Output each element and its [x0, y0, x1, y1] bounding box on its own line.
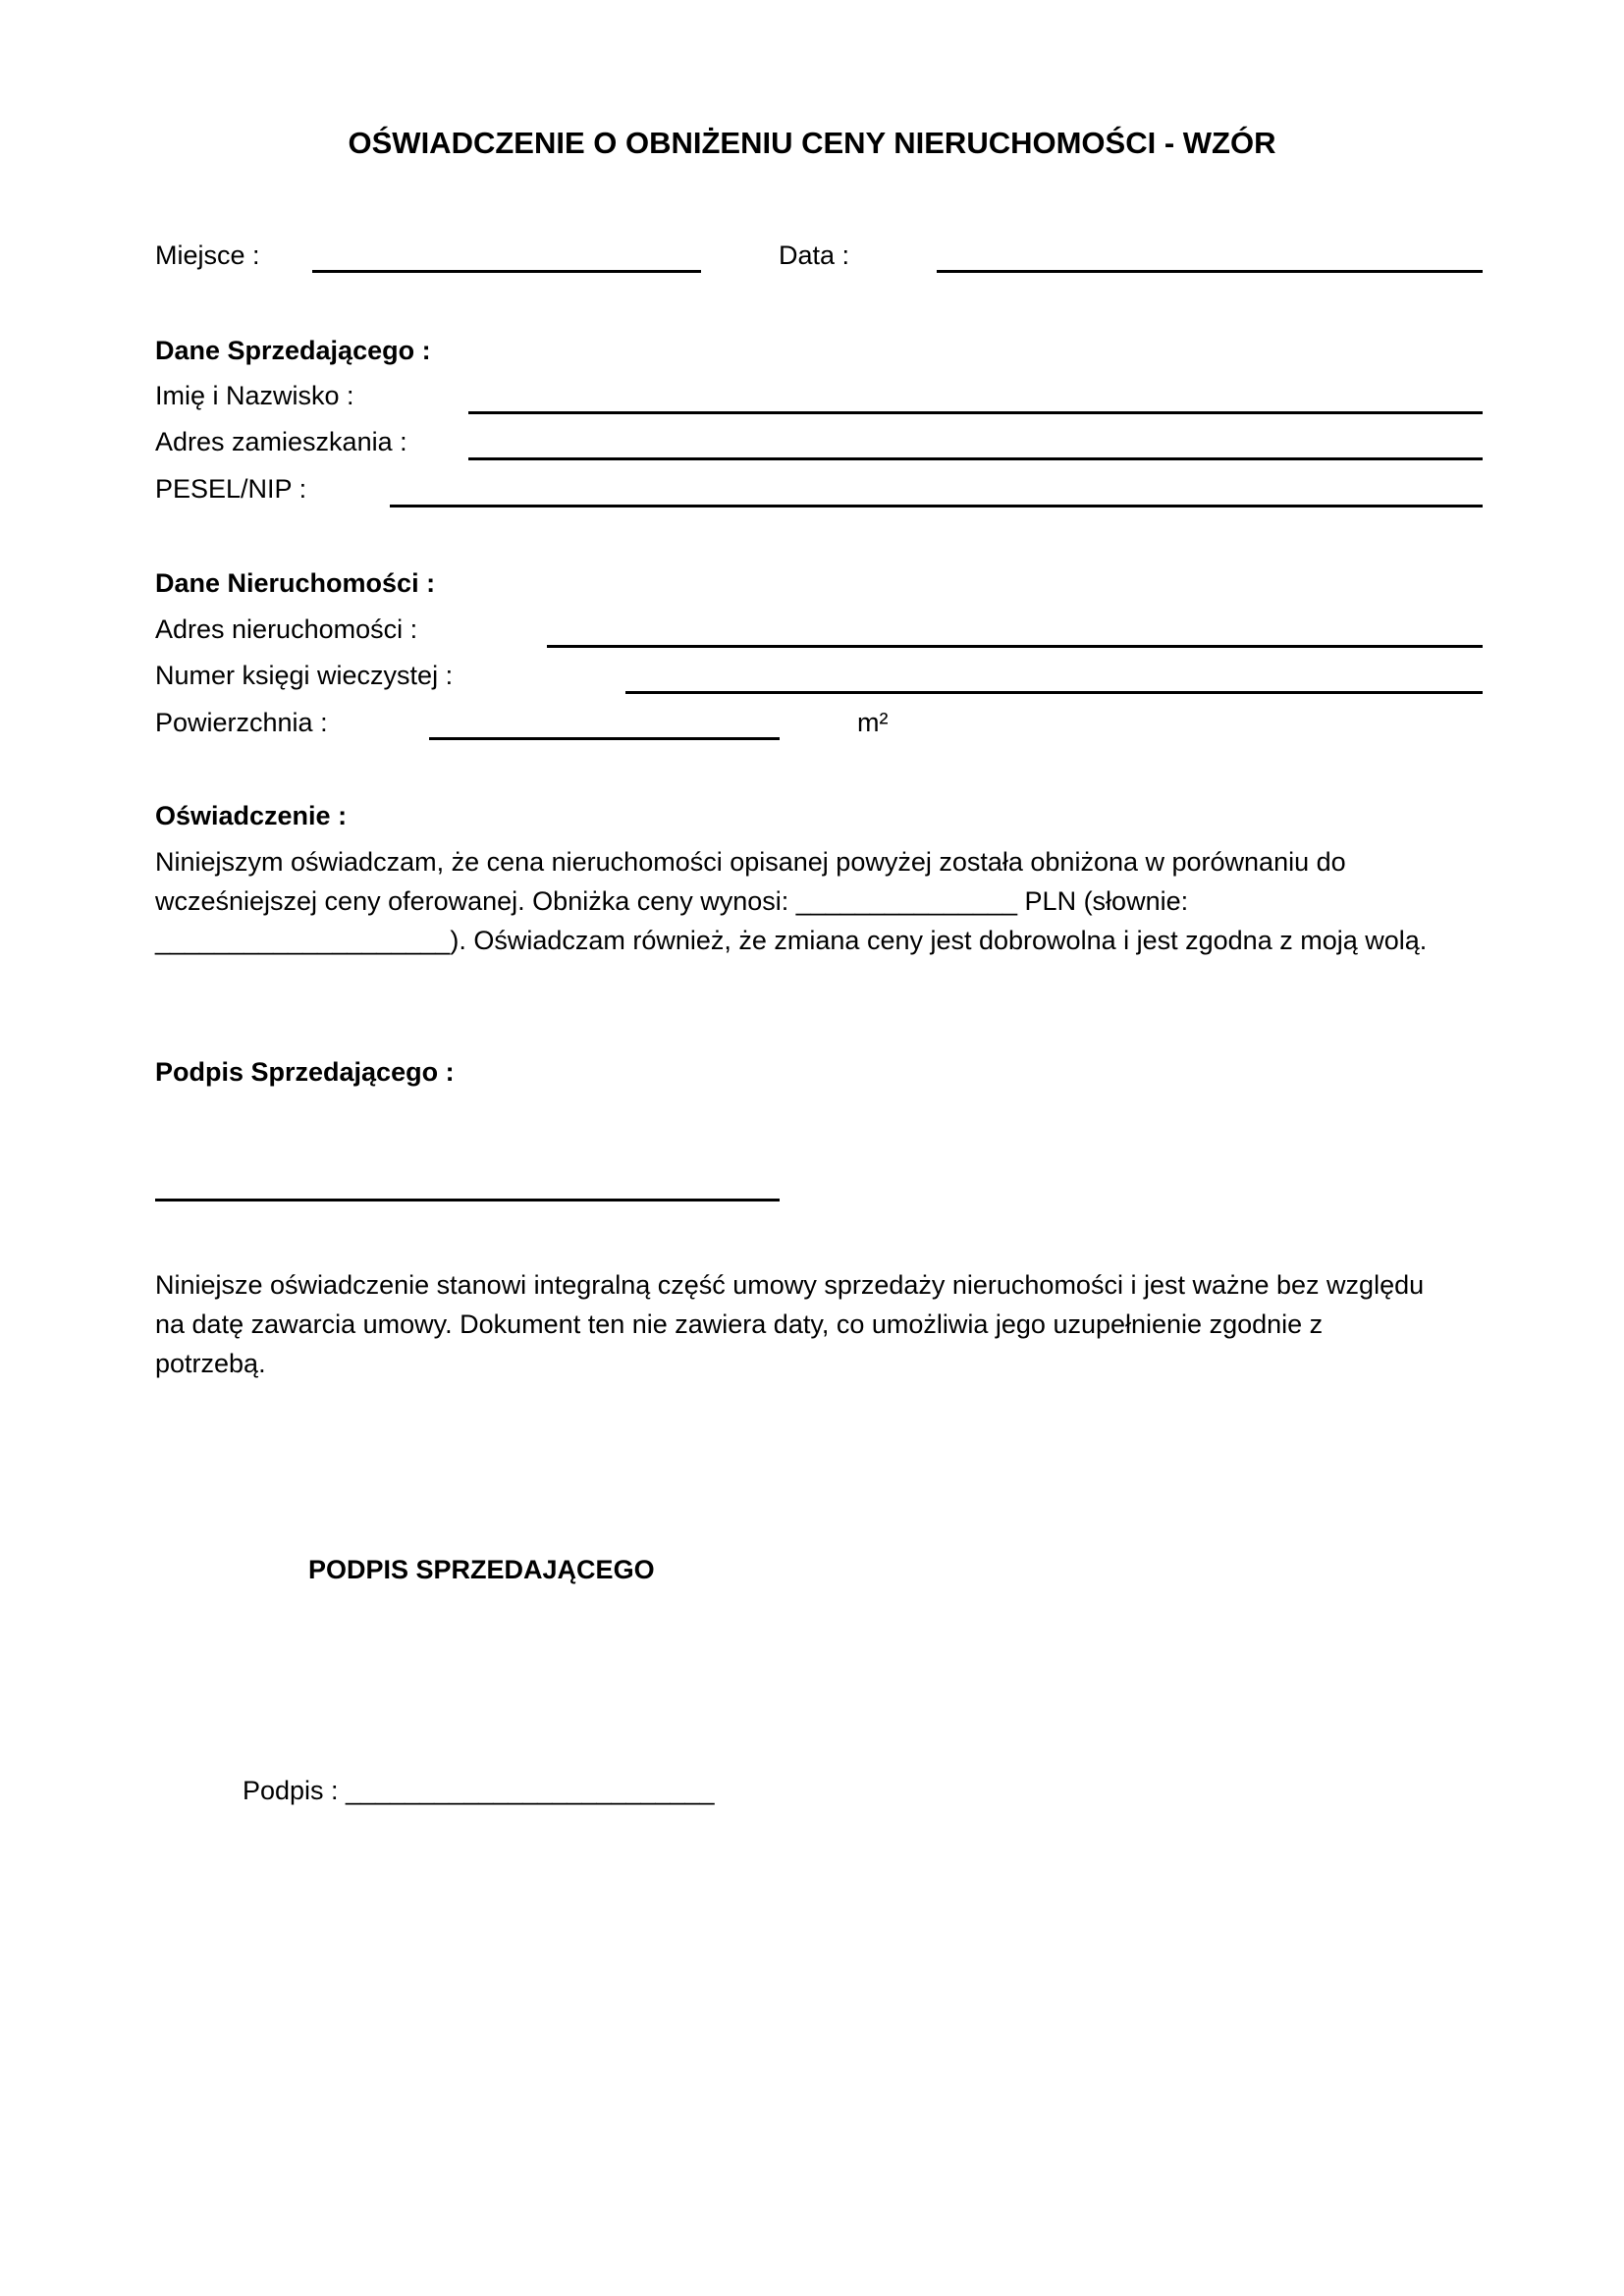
seller-name-label: Imię i Nazwisko :	[155, 381, 354, 410]
footer-note-line: Niniejsze oświadczenie stanowi integralną część umowy sprzedaży nieruchomości i jest ważne bez względu	[155, 1270, 1425, 1300]
property-address-field-line[interactable]	[547, 645, 1483, 648]
statement-paragraph	[155, 842, 1490, 960]
document-title: OŚWIADCZENIE O OBNIŻENIU CENY NIERUCHOMOŚCI - WZÓR	[348, 126, 1276, 160]
area-label: Powierzchnia :	[155, 708, 328, 737]
statement-line: Niniejszym oświadczam, że cena nieruchomości opisanej powyżej została obniżona w porównaniu do	[155, 847, 1346, 877]
property-section-heading: Dane Nieruchomości :	[155, 568, 436, 598]
footer-note-paragraph	[155, 1265, 1490, 1383]
footer-note-line: na datę zawarcia umowy. Dokument ten nie zawiera daty, co umożliwia jego uzupełnienie zgodnie z	[155, 1309, 1324, 1339]
statement-line: ____________________). Oświadczam również, że zmiana ceny jest dobrowolna i jest zgodna z moją wolą.	[155, 926, 1428, 955]
seller-address-label: Adres zamieszkania :	[155, 427, 407, 456]
land-register-label: Numer księgi wieczystej :	[155, 661, 454, 690]
date-label: Data :	[779, 240, 850, 270]
seller-address-field-line[interactable]	[468, 457, 1483, 460]
statement-line: wcześniejszej ceny oferowanej. Obniżka ceny wynosi: _______________ PLN (słownie:	[155, 886, 1189, 916]
seller-signature-heading: Podpis Sprzedającego :	[155, 1057, 455, 1087]
final-signature-line[interactable]: Podpis : _________________________	[243, 1776, 715, 1805]
property-address-label: Adres nieruchomości :	[155, 614, 418, 644]
date-field-line[interactable]	[937, 270, 1483, 273]
area-field-line[interactable]	[429, 737, 780, 740]
seller-signature-field-line[interactable]	[155, 1199, 780, 1201]
area-unit: m²	[857, 708, 889, 737]
seller-pesel-label: PESEL/NIP :	[155, 474, 307, 504]
statement-heading: Oświadczenie :	[155, 801, 348, 830]
seller-pesel-field-line[interactable]	[390, 505, 1483, 507]
final-signature-heading: PODPIS SPRZEDAJĄCEGO	[308, 1555, 655, 1584]
place-field-line[interactable]	[312, 270, 701, 273]
seller-section-heading: Dane Sprzedającego :	[155, 336, 431, 365]
land-register-field-line[interactable]	[625, 691, 1483, 694]
seller-name-field-line[interactable]	[468, 411, 1483, 414]
place-label: Miejsce :	[155, 240, 260, 270]
footer-note-line: potrzebą.	[155, 1349, 266, 1378]
